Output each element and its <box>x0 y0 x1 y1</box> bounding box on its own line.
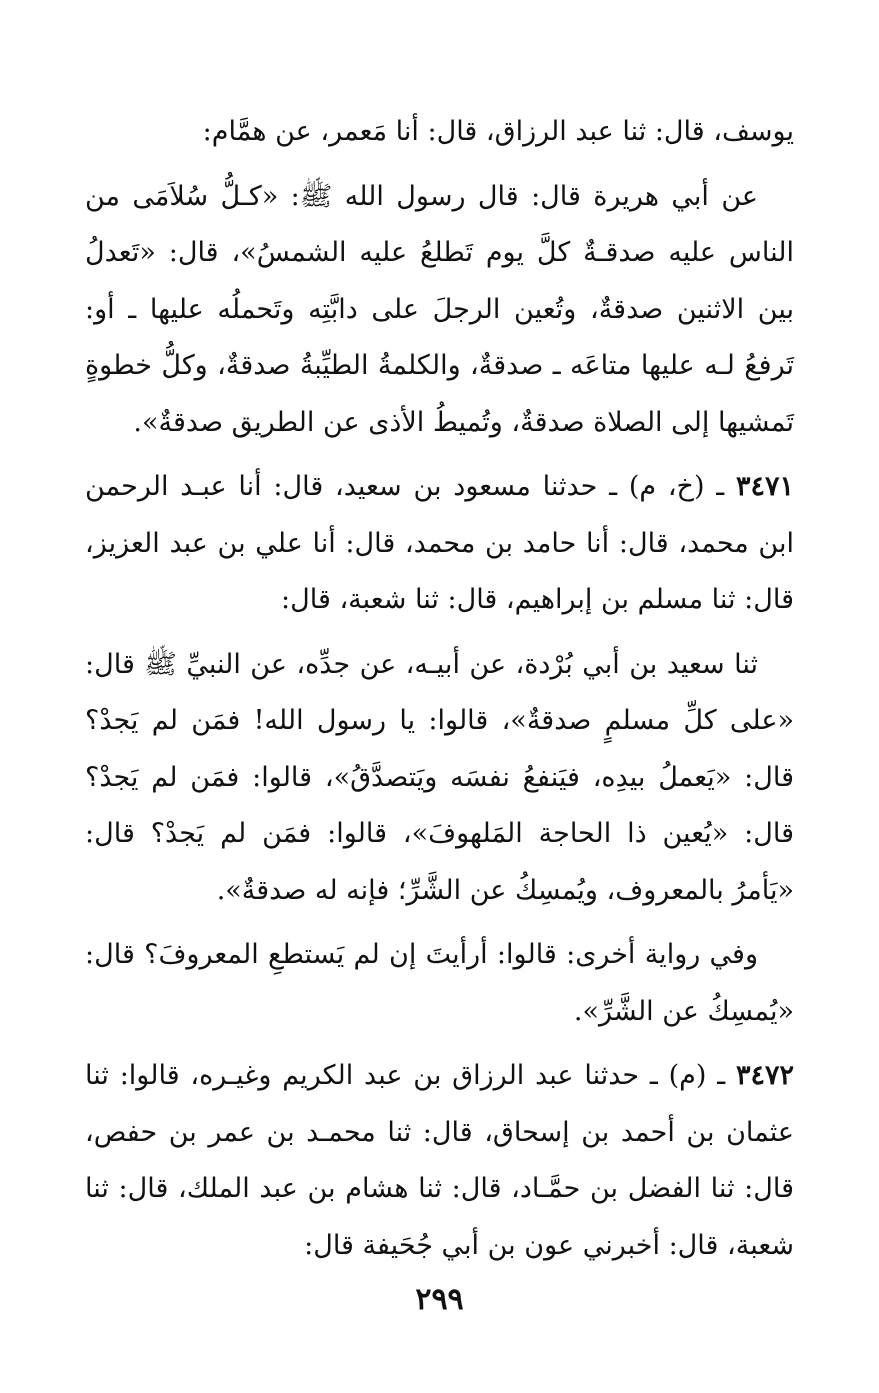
hadith-isnad-text: ـ (خ، م) ـ حدثنا مسعود بن سعيد، قال: أنا عبـد الرحمن ابن محمد، قال: أنا حامد بن محمد، قال: أنا علي بن عبد العزيز، قال: ثنا مسلم بن إبراهيم، قال: ثنا شعبة، قال: <box>85 471 794 615</box>
page-body <box>85 104 794 1274</box>
hadith-number: ٣٤٧١ <box>735 471 794 502</box>
paragraph-hadith-3471 <box>85 459 794 629</box>
page-number: ٢٩٩ <box>415 1282 464 1317</box>
paragraph-other-narration: وفي رواية أخرى: قالوا: أرأيتَ إن لم يَستطعِ المعروفَ؟ قال: «يُمسِكُ عن الشَّرِّ». <box>85 939 794 1027</box>
paragraph-hadith-3472 <box>85 1048 794 1274</box>
hadith-isnad-text: ـ (م) ـ حدثنا عبد الرزاق بن عبد الكريم وغيـره، قالوا: ثنا عثمان بن أحمد بن إسحاق، قال: ثنا محمـد بن عمر بن حفص، قال: ثنا الفضل بن حمَّـاد، قال: ثنا هشام بن عبد الملك، قال: ثنا شعبة، قال: أخبرني عون بن أبي جُحَيفة قال: <box>85 1060 794 1261</box>
paragraph-hadith-matn: عن أبي هريرة قال: قال رسول الله ﷺ: «كـلُّ سُلاَمَى من الناس عليه صدقـةٌ كلَّ يوم تَطلعُ عليه الشمسُ»، قال: «تَعدلُ بين الاثنين صدقةٌ، وتُعين الرجلَ على دابَّتِه وتَحملُه عليها ـ أو: تَرفعُ لـه عليها متاعَه ـ صدقةٌ، والكلمةُ الطيِّبةُ صدقةٌ، وكلُّ خطوةٍ تَمشيها إلى الصلاة صدقةٌ، وتُميطُ الأذى عن الطريق صدقةٌ». <box>85 180 794 438</box>
paragraph-hadith-3471-matn: ثنا سعيد بن أبي بُرْدة، عن أبيـه، عن جدِّه، عن النبيِّ ﷺ قال: «على كلِّ مسلمٍ صدقةٌ»، قالوا: يا رسول الله! فمَن لم يَجدْ؟ قال: «يَعملُ بيدِه، فيَنفعُ نفسَه ويَتصدَّقُ»، قالوا: فمَن لم يَجدْ؟ قال: «يُعين ذا الحاجة المَلهوفَ»، قالوا: فمَن لم يَجدْ؟ قال: «يَأمرُ بالمعروف، ويُمسِكُ عن الشَّرِّ؛ فإنه له صدقةٌ». <box>85 648 794 906</box>
hadith-number: ٣٤٧٢ <box>735 1060 794 1091</box>
paragraph-isnad-continuation: يوسف، قال: ثنا عبد الرزاق، قال: أنا مَعمر، عن همَّام: <box>202 116 794 147</box>
